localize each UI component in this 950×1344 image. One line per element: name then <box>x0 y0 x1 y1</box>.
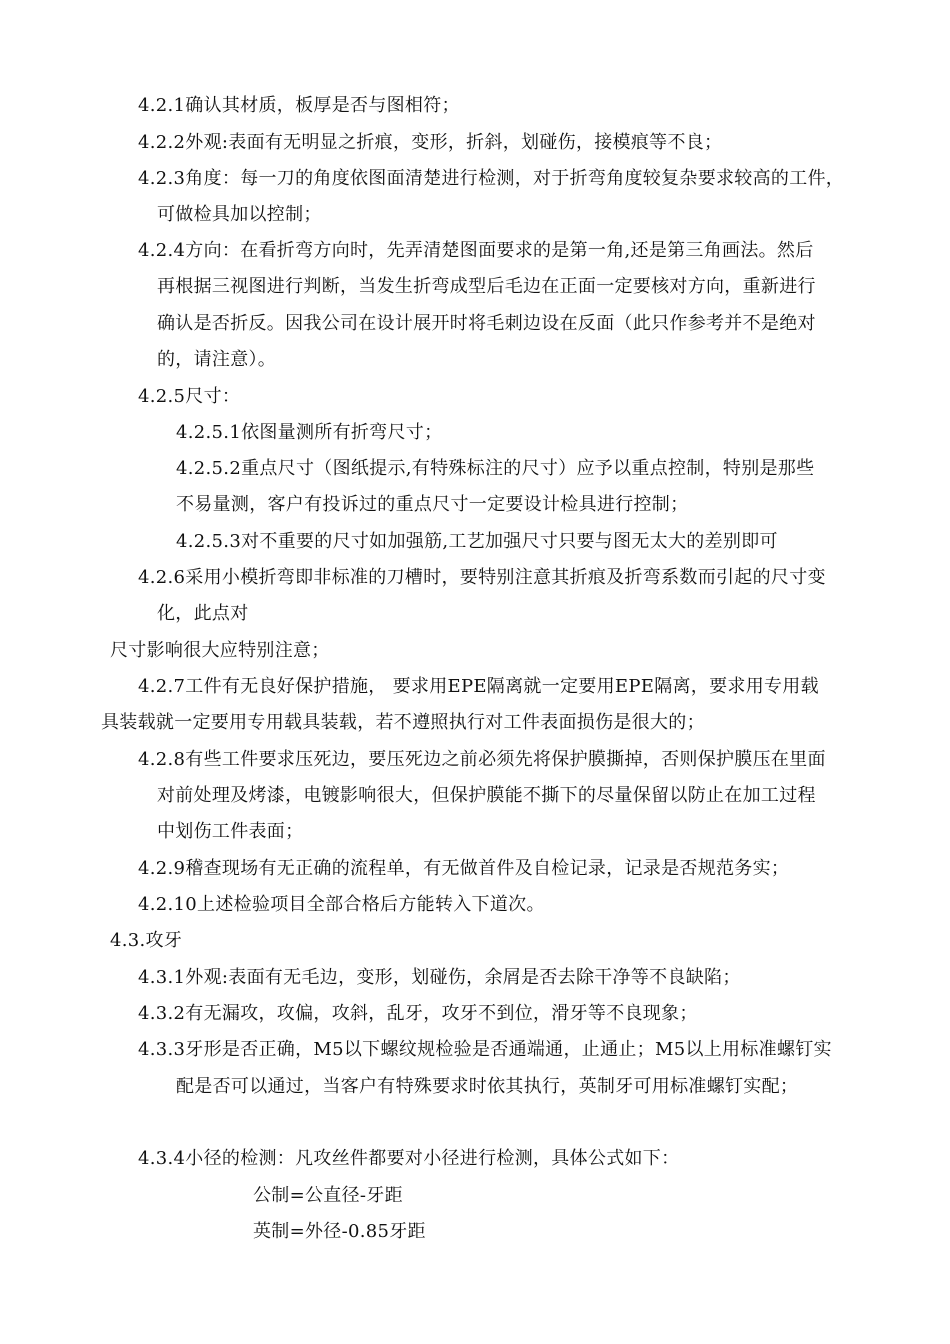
text-line: 具装载就一定要用专用载具装载，若不遵照执行对工件表面损伤是很大的； <box>101 712 705 733</box>
text-line: 4.3.2有无漏攻，攻偏，攻斜，乱牙，攻牙不到位，滑牙等不良现象； <box>138 1003 698 1024</box>
text-line: 4.2.5.3对不重要的尺寸如加强筋,工艺加强尺寸只要与图无太大的差别即可 <box>176 531 778 552</box>
text-line: 4.3.1外观:表面有无毛边，变形，划碰伤，余屑是否去除干净等不良缺陷； <box>138 967 741 988</box>
text-line: 4.2.10上述检验项目全部合格后方能转入下道次。 <box>138 894 545 915</box>
text-line: 化，此点对 <box>157 603 249 624</box>
text-line: 4.2.4方向：在看折弯方向时，先弄清楚图面要求的是第一角,还是第三角画法。然后 <box>138 240 814 261</box>
text-line: 配是否可以通过，当客户有特殊要求时依其执行，英制牙可用标准螺钉实配； <box>176 1076 799 1097</box>
text-line: 可做检具加以控制； <box>157 204 322 225</box>
text-line: 确认是否折反。因我公司在设计展开时将毛刺边设在反面（此只作参考并不是绝对 <box>157 313 816 334</box>
text-line: 中划伤工件表面； <box>157 821 304 842</box>
text-line: 对前处理及烤漆，电镀影响很大，但保护膜能不撕下的尽量保留以防止在加工过程 <box>157 785 816 806</box>
text-line: 4.2.5尺寸： <box>138 386 241 407</box>
text-line: 4.2.7工件有无良好保护措施， 要求用EPE隔离就一定要用EPE隔离，要求用专用载 <box>138 676 819 697</box>
text-line: 尺寸影响很大应特别注意； <box>110 640 330 661</box>
section-heading: 4.3.攻牙 <box>110 930 183 951</box>
formula-line: 英制=外径-0.85牙距 <box>253 1221 426 1242</box>
text-line: 4.2.9稽查现场有无正确的流程单，有无做首件及自检记录，记录是否规范务实； <box>138 858 790 879</box>
text-line: 不易量测，客户有投诉过的重点尺寸一定要设计检具进行控制； <box>176 494 689 515</box>
text-line: 再根据三视图进行判断，当发生折弯成型后毛边在正面一定要核对方向，重新进行 <box>157 276 816 297</box>
text-line: 4.3.4小径的检测：凡攻丝件都要对小径进行检测，具体公式如下： <box>138 1148 680 1169</box>
text-line: 4.2.3角度：每一刀的角度依图面清楚进行检测，对于折弯角度较复杂要求较高的工件， <box>138 168 845 189</box>
text-line: 4.2.5.1依图量测所有折弯尺寸； <box>176 422 443 443</box>
text-line: 4.2.2外观:表面有无明显之折痕，变形，折斜，划碰伤，接模痕等不良； <box>138 132 723 153</box>
text-line: 4.2.6采用小模折弯即非标准的刀槽时，要特别注意其折痕及折弯系数而引起的尺寸变 <box>138 567 826 588</box>
text-line: 的，请注意）。 <box>157 349 277 370</box>
formula-line: 公制=公直径-牙距 <box>253 1185 403 1206</box>
text-line: 4.2.5.2重点尺寸（图纸提示,有特殊标注的尺寸）应予以重点控制，特别是那些 <box>176 458 815 479</box>
text-line: 4.3.3牙形是否正确，M5以下螺纹规检验是否通端通，止通止；M5以上用标准螺钉实 <box>138 1039 832 1060</box>
text-line: 4.2.1确认其材质，板厚是否与图相符； <box>138 95 460 116</box>
text-line: 4.2.8有些工件要求压死边，要压死边之前必须先将保护膜撕掉，否则保护膜压在里面 <box>138 749 826 770</box>
